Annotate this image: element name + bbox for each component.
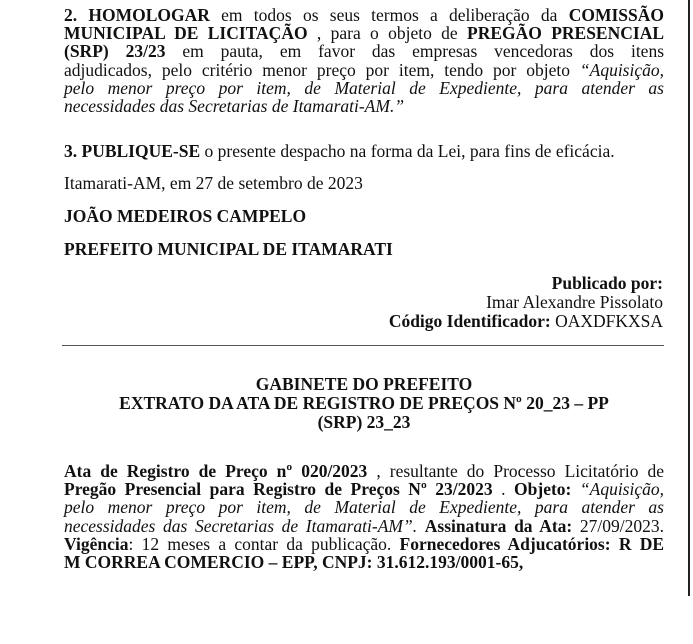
signer-title: PREFEITO MUNICIPAL DE ITAMARATI: [64, 239, 393, 259]
extract-line-4: necessidades das Secretarias de Itamarati-AM”. Assinatura da Ata: 27/09/2023.: [64, 515, 664, 536]
item-2-line-2: MUNICIPAL DE LICITAÇÃO , para o objeto de PREGÃO PRESENCIAL: [64, 23, 665, 44]
item-2-paragraph: [64, 6, 664, 115]
item-2-line-6: necessidades das Secretarias de Itamarati-AM.”: [64, 96, 405, 117]
item-2-line-1: 2. HOMOLOGAR em todos os seus termos a deliberação da COMISSÃO: [64, 5, 664, 25]
extract-paragraph: [64, 462, 664, 571]
identifier-code-label: Código Identificador:: [388, 311, 551, 331]
extract-heading-3: (SRP) 23_23: [317, 412, 411, 432]
signer-name: JOÃO MEDEIROS CAMPELO: [64, 206, 307, 226]
item-2-line-4: adjudicados, pelo critério menor preço por item, tendo por objeto “Aquisição,: [64, 59, 664, 80]
item-3-bold: 3. PUBLIQUE-SE: [64, 141, 201, 161]
item-2-line-3: (SRP) 23/23 em pauta, em favor das empresas vencedoras dos itens: [64, 41, 665, 62]
section-divider: [62, 345, 664, 346]
published-by-label: Publicado por:: [551, 273, 663, 293]
extract-heading-2: EXTRATO DA ATA DE REGISTRO DE PREÇOS Nº 20_23 – PP: [119, 393, 609, 413]
extract-line-5: Vigência: 12 meses a contar da publicação. Fornecedores Adjucatórios: R DE: [64, 533, 665, 554]
page-border-right: [688, 0, 690, 596]
place-date: Itamarati-AM, em 27 de setembro de 2023: [64, 173, 363, 193]
item-2-line-5: pelo menor preço por item, de Material de Expediente, para atender as: [64, 77, 664, 98]
item-3-text: o presente despacho na forma da Lei, para fins de eficácia.: [200, 141, 615, 161]
item-3-paragraph: [64, 142, 615, 160]
identifier-code-value: OAXDFKXSA: [550, 311, 663, 331]
extract-line-1: Ata de Registro de Preço nº 020/2023 , resultante do Processo Licitatório de: [64, 461, 664, 481]
extract-line-3: pelo menor preço por item, de Material de Expediente, para atender as: [64, 497, 664, 518]
publisher-name: Imar Alexandre Pissolato: [486, 292, 663, 312]
identifier-code: [389, 312, 663, 331]
extract-heading-1: GABINETE DO PREFEITO: [255, 374, 473, 394]
extract-line-2: Pregão Presencial para Registro de Preços Nº 23/2023 . Objeto: “Aquisição,: [64, 479, 664, 500]
extract-line-6: M CORREA COMERCIO – EPP, CNPJ: 31.612.193/0001-65,: [64, 552, 524, 573]
